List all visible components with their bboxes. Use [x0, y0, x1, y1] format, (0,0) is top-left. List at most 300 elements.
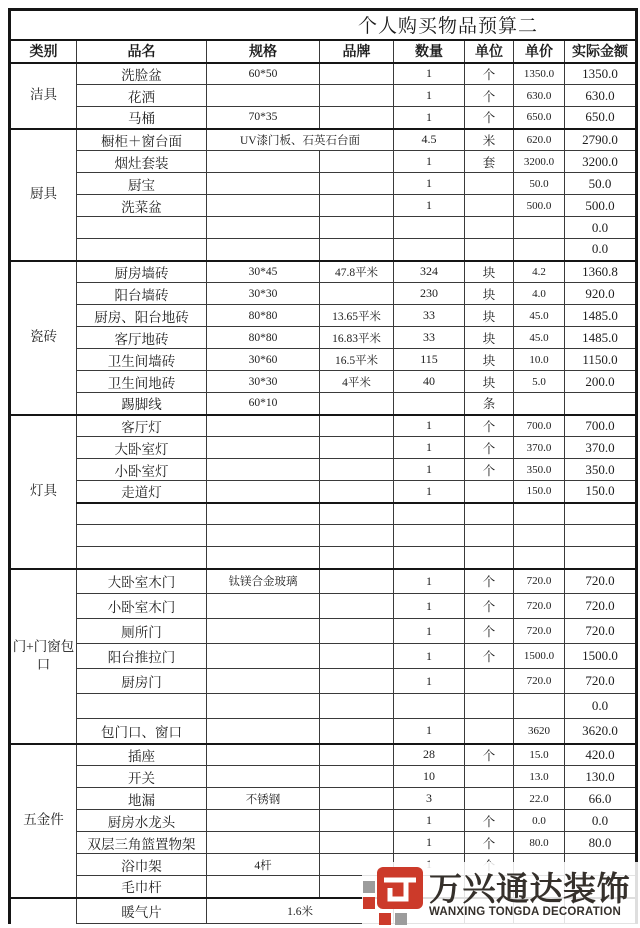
cell-amount: 130.0	[565, 766, 637, 788]
cell-unit	[465, 481, 514, 503]
cell-spec: 1.6米	[207, 898, 394, 924]
cell-price: 350.0	[514, 459, 565, 481]
cell-name: 橱柜＋窗台面	[77, 129, 207, 151]
cell-price: 1350.0	[514, 63, 565, 85]
cell-price: 1500.0	[514, 644, 565, 669]
cell-amount: 3200.0	[565, 151, 637, 173]
cell-brand	[320, 832, 394, 854]
cell-name: 浴巾架	[77, 854, 207, 876]
cell-amount: 50.0	[565, 173, 637, 195]
cell-brand	[320, 283, 394, 305]
table-row	[10, 744, 637, 766]
cell-unit: 块	[465, 305, 514, 327]
cell-name: 大卧室灯	[77, 437, 207, 459]
cell-spec: UV漆门板、石英石台面	[207, 129, 394, 151]
cell-brand	[320, 459, 394, 481]
cell-unit: 个	[465, 810, 514, 832]
cell-price: 5.0	[514, 371, 565, 393]
cell-brand	[320, 744, 394, 766]
cell-amount: 1150.0	[565, 349, 637, 371]
cell-qty: 1	[394, 594, 465, 619]
cell-unit: 个	[465, 619, 514, 644]
cell-unit: 个	[465, 832, 514, 854]
cell-brand: 4平米	[320, 371, 394, 393]
cell-name: 厨宝	[77, 173, 207, 195]
table-row	[10, 173, 637, 195]
cell-brand	[320, 393, 394, 415]
cell-amount: 500.0	[565, 195, 637, 217]
cell-price: 80.0	[514, 832, 565, 854]
cell-qty: 1	[394, 195, 465, 217]
cell-name: 厨房、阳台地砖	[77, 305, 207, 327]
cell-name: 包门口、窗口	[77, 719, 207, 744]
cell-qty: 230	[394, 283, 465, 305]
cell-category: 门+门窗包口	[10, 569, 77, 744]
table-row	[10, 349, 637, 371]
cell-amount: 200.0	[565, 371, 637, 393]
cell-qty: 1	[394, 644, 465, 669]
cell-spec	[207, 547, 320, 569]
cell-unit	[465, 719, 514, 744]
cell-unit	[465, 669, 514, 694]
cell-name: 花洒	[77, 85, 207, 107]
cell-name: 厕所门	[77, 619, 207, 644]
table-row	[10, 63, 637, 85]
cell-name	[77, 547, 207, 569]
cell-spec	[207, 85, 320, 107]
header-row	[10, 40, 637, 63]
column-header-spec: 规格	[207, 40, 320, 63]
cell-price: 370.0	[514, 437, 565, 459]
cell-amount: 650.0	[565, 107, 637, 129]
cell-qty: 1	[394, 719, 465, 744]
cell-qty	[394, 503, 465, 525]
column-header-amount: 实际金额	[565, 40, 637, 63]
cell-unit: 个	[465, 107, 514, 129]
cell-qty: 1	[394, 437, 465, 459]
cell-qty: 1	[394, 619, 465, 644]
cell-amount: 630.0	[565, 85, 637, 107]
cell-brand	[320, 239, 394, 261]
cell-amount	[565, 547, 637, 569]
cell-name: 插座	[77, 744, 207, 766]
cell-unit	[465, 547, 514, 569]
cell-brand	[320, 437, 394, 459]
cell-price: 4.2	[514, 261, 565, 283]
cell-unit: 个	[465, 644, 514, 669]
cell-spec	[207, 481, 320, 503]
cell-brand: 13.65平米	[320, 305, 394, 327]
cell-name: 卫生间墙砖	[77, 349, 207, 371]
cell-amount: 0.0	[565, 810, 637, 832]
cell-brand	[320, 547, 394, 569]
cell-brand	[320, 503, 394, 525]
cell-spec	[207, 744, 320, 766]
cell-qty: 324	[394, 261, 465, 283]
cell-amount: 1360.8	[565, 261, 637, 283]
cell-brand	[320, 810, 394, 832]
column-header-name: 品名	[77, 40, 207, 63]
cell-spec	[207, 239, 320, 261]
cell-name: 阳台墙砖	[77, 283, 207, 305]
cell-category: 洁具	[10, 63, 77, 129]
cell-name: 客厅灯	[77, 415, 207, 437]
cell-spec: 60*10	[207, 393, 320, 415]
cell-amount	[565, 525, 637, 547]
cell-spec	[207, 719, 320, 744]
table-row	[10, 481, 637, 503]
cell-name: 烟灶套装	[77, 151, 207, 173]
cell-price: 700.0	[514, 415, 565, 437]
cell-price: 620.0	[514, 129, 565, 151]
cell-price: 22.0	[514, 788, 565, 810]
cell-spec: 80*80	[207, 305, 320, 327]
cell-unit: 个	[465, 594, 514, 619]
cell-spec: 60*50	[207, 63, 320, 85]
cell-price: 45.0	[514, 327, 565, 349]
cell-name: 小卧室灯	[77, 459, 207, 481]
cell-amount: 66.0	[565, 788, 637, 810]
cell-unit	[465, 525, 514, 547]
cell-spec: 30*30	[207, 371, 320, 393]
cell-brand	[320, 481, 394, 503]
cell-amount: 370.0	[565, 437, 637, 459]
cell-qty: 1	[394, 107, 465, 129]
cell-spec	[207, 173, 320, 195]
table-row	[10, 85, 637, 107]
cell-name	[77, 694, 207, 719]
budget-table	[8, 8, 638, 924]
cell-amount: 700.0	[565, 415, 637, 437]
cell-amount	[565, 503, 637, 525]
cell-category: 五金件	[10, 744, 77, 898]
table-row	[10, 594, 637, 619]
table-row	[10, 437, 637, 459]
cell-unit: 块	[465, 261, 514, 283]
cell-unit: 个	[465, 459, 514, 481]
cell-name: 踢脚线	[77, 393, 207, 415]
cell-price	[514, 393, 565, 415]
cell-amount: 1485.0	[565, 305, 637, 327]
cell-price	[514, 217, 565, 239]
cell-amount: 3620.0	[565, 719, 637, 744]
cell-name: 毛巾杆	[77, 876, 207, 898]
cell-brand	[320, 217, 394, 239]
logo-glyph	[377, 867, 423, 909]
cell-brand	[320, 766, 394, 788]
cell-name: 走道灯	[77, 481, 207, 503]
logo-gray-square	[395, 913, 407, 925]
table-row	[10, 525, 637, 547]
cell-spec	[207, 195, 320, 217]
cell-qty: 10	[394, 766, 465, 788]
cell-qty: 1	[394, 459, 465, 481]
cell-name: 厨房墙砖	[77, 261, 207, 283]
cell-category: 灯具	[10, 415, 77, 569]
cell-name	[77, 239, 207, 261]
cell-amount: 0.0	[565, 694, 637, 719]
cell-price: 630.0	[514, 85, 565, 107]
cell-amount: 1350.0	[565, 63, 637, 85]
cell-price: 3200.0	[514, 151, 565, 173]
cell-spec	[207, 832, 320, 854]
table-row	[10, 459, 637, 481]
watermark-logo	[362, 862, 640, 928]
cell-spec	[207, 437, 320, 459]
cell-name: 卫生间地砖	[77, 371, 207, 393]
cell-unit: 个	[465, 569, 514, 594]
cell-brand	[320, 569, 394, 594]
table-row	[10, 305, 637, 327]
table-row	[10, 694, 637, 719]
cell-brand	[320, 415, 394, 437]
column-header-qty: 数量	[394, 40, 465, 63]
cell-price: 650.0	[514, 107, 565, 129]
logo-red-square-small	[379, 913, 391, 925]
column-header-unit: 单位	[465, 40, 514, 63]
cell-unit	[465, 239, 514, 261]
cell-price: 720.0	[514, 669, 565, 694]
table-row	[10, 129, 637, 151]
table-row	[10, 151, 637, 173]
cell-name: 双层三角篮置物架	[77, 832, 207, 854]
cell-qty: 1	[394, 669, 465, 694]
cell-qty	[394, 239, 465, 261]
cell-qty: 33	[394, 305, 465, 327]
cell-amount: 80.0	[565, 832, 637, 854]
cell-unit	[465, 503, 514, 525]
cell-unit	[465, 173, 514, 195]
cell-brand: 16.5平米	[320, 349, 394, 371]
cell-price: 4.0	[514, 283, 565, 305]
cell-spec	[207, 503, 320, 525]
table-row	[10, 327, 637, 349]
cell-brand	[320, 719, 394, 744]
cell-price: 45.0	[514, 305, 565, 327]
table-row	[10, 644, 637, 669]
cell-unit	[465, 195, 514, 217]
cell-qty	[394, 393, 465, 415]
cell-brand: 47.8平米	[320, 261, 394, 283]
cell-qty: 1	[394, 63, 465, 85]
cell-brand	[320, 173, 394, 195]
cell-unit	[465, 788, 514, 810]
cell-brand	[320, 594, 394, 619]
cell-brand	[320, 619, 394, 644]
cell-unit: 块	[465, 283, 514, 305]
cell-unit	[465, 766, 514, 788]
cell-spec: 30*60	[207, 349, 320, 371]
cell-price: 50.0	[514, 173, 565, 195]
watermark-text-block	[429, 869, 630, 919]
cell-spec	[207, 876, 320, 898]
cell-price: 0.0	[514, 810, 565, 832]
cell-name: 马桶	[77, 107, 207, 129]
cell-spec: 钛镁合金玻璃	[207, 569, 320, 594]
cell-unit: 个	[465, 85, 514, 107]
table-row	[10, 371, 637, 393]
cell-name: 大卧室木门	[77, 569, 207, 594]
cell-qty: 4.5	[394, 129, 465, 151]
cell-qty: 1	[394, 173, 465, 195]
cell-name	[77, 503, 207, 525]
cell-brand	[320, 644, 394, 669]
cell-category	[10, 898, 77, 924]
cell-spec	[207, 694, 320, 719]
cell-qty: 1	[394, 569, 465, 594]
cell-name	[77, 217, 207, 239]
logo-red-square-small	[363, 897, 375, 909]
cell-qty	[394, 217, 465, 239]
cell-amount: 920.0	[565, 283, 637, 305]
cell-price: 13.0	[514, 766, 565, 788]
column-header-category: 类别	[10, 40, 77, 63]
cell-qty: 1	[394, 810, 465, 832]
cell-brand: 16.83平米	[320, 327, 394, 349]
cell-name	[77, 525, 207, 547]
cell-unit: 块	[465, 371, 514, 393]
cell-name: 开关	[77, 766, 207, 788]
cell-unit	[465, 217, 514, 239]
cell-brand	[320, 107, 394, 129]
cell-amount: 720.0	[565, 569, 637, 594]
cell-amount: 1485.0	[565, 327, 637, 349]
cell-unit: 个	[465, 63, 514, 85]
cell-spec	[207, 619, 320, 644]
cell-qty: 33	[394, 327, 465, 349]
cell-unit: 个	[465, 437, 514, 459]
cell-name: 地漏	[77, 788, 207, 810]
cell-qty: 1	[394, 85, 465, 107]
table-row	[10, 503, 637, 525]
cell-qty	[394, 694, 465, 719]
cell-amount: 0.0	[565, 239, 637, 261]
table-row	[10, 217, 637, 239]
cell-price	[514, 694, 565, 719]
cell-brand	[320, 694, 394, 719]
cell-category: 瓷砖	[10, 261, 77, 415]
cell-qty: 1	[394, 481, 465, 503]
cell-amount: 720.0	[565, 669, 637, 694]
cell-unit: 个	[465, 415, 514, 437]
cell-price	[514, 503, 565, 525]
watermark-en-text: WANXING TONGDA DECORATION	[429, 906, 621, 919]
cell-qty: 1	[394, 832, 465, 854]
cell-brand	[320, 669, 394, 694]
cell-unit: 米	[465, 129, 514, 151]
table-row	[10, 393, 637, 415]
logo-gray-square	[363, 881, 375, 893]
cell-qty: 3	[394, 788, 465, 810]
cell-spec	[207, 644, 320, 669]
table-row	[10, 195, 637, 217]
cell-spec: 4杆	[207, 854, 320, 876]
cell-spec	[207, 459, 320, 481]
cell-spec	[207, 810, 320, 832]
cell-name: 客厅地砖	[77, 327, 207, 349]
cell-price: 720.0	[514, 594, 565, 619]
table-row	[10, 832, 637, 854]
table-row	[10, 239, 637, 261]
cell-unit: 个	[465, 744, 514, 766]
cell-brand	[320, 788, 394, 810]
cell-amount: 720.0	[565, 594, 637, 619]
cell-spec: 30*45	[207, 261, 320, 283]
cell-unit: 条	[465, 393, 514, 415]
table-row	[10, 547, 637, 569]
cell-spec	[207, 525, 320, 547]
column-header-brand: 品牌	[320, 40, 394, 63]
cell-amount: 0.0	[565, 217, 637, 239]
table-row	[10, 669, 637, 694]
cell-name: 厨房水龙头	[77, 810, 207, 832]
cell-qty	[394, 525, 465, 547]
cell-brand	[320, 151, 394, 173]
cell-price: 720.0	[514, 619, 565, 644]
cell-amount: 720.0	[565, 619, 637, 644]
cell-name: 暖气片	[77, 898, 207, 924]
cell-price	[514, 547, 565, 569]
table-row	[10, 766, 637, 788]
watermark-cn-text: 万兴通达装饰	[429, 869, 630, 907]
cell-qty: 40	[394, 371, 465, 393]
table-row	[10, 415, 637, 437]
cell-amount: 2790.0	[565, 129, 637, 151]
cell-spec	[207, 594, 320, 619]
cell-price: 720.0	[514, 569, 565, 594]
cell-spec: 80*80	[207, 327, 320, 349]
cell-qty: 1	[394, 415, 465, 437]
cell-category: 厨具	[10, 129, 77, 261]
table-row	[10, 719, 637, 744]
table-row	[10, 788, 637, 810]
cell-amount	[565, 393, 637, 415]
table-row	[10, 107, 637, 129]
cell-price	[514, 525, 565, 547]
table-row	[10, 283, 637, 305]
cell-amount: 420.0	[565, 744, 637, 766]
cell-spec	[207, 217, 320, 239]
cell-spec: 30*30	[207, 283, 320, 305]
cell-unit: 块	[465, 327, 514, 349]
cell-brand	[320, 195, 394, 217]
cell-amount: 350.0	[565, 459, 637, 481]
cell-spec: 70*35	[207, 107, 320, 129]
table-row	[10, 261, 637, 283]
cell-qty	[394, 547, 465, 569]
cell-spec	[207, 415, 320, 437]
cell-name: 小卧室木门	[77, 594, 207, 619]
cell-amount: 150.0	[565, 481, 637, 503]
table-row	[10, 569, 637, 594]
cell-name: 洗菜盆	[77, 195, 207, 217]
cell-spec	[207, 151, 320, 173]
cell-qty: 28	[394, 744, 465, 766]
column-header-price: 单价	[514, 40, 565, 63]
cell-unit	[465, 694, 514, 719]
cell-qty: 115	[394, 349, 465, 371]
logo-red-square	[377, 867, 423, 909]
cell-price	[514, 239, 565, 261]
page-title: 个人购买物品预算二	[10, 10, 637, 40]
cell-amount: 1500.0	[565, 644, 637, 669]
table-row	[10, 810, 637, 832]
cell-unit: 块	[465, 349, 514, 371]
cell-spec: 不锈钢	[207, 788, 320, 810]
cell-name: 阳台推拉门	[77, 644, 207, 669]
table-row	[10, 619, 637, 644]
cell-brand	[320, 525, 394, 547]
